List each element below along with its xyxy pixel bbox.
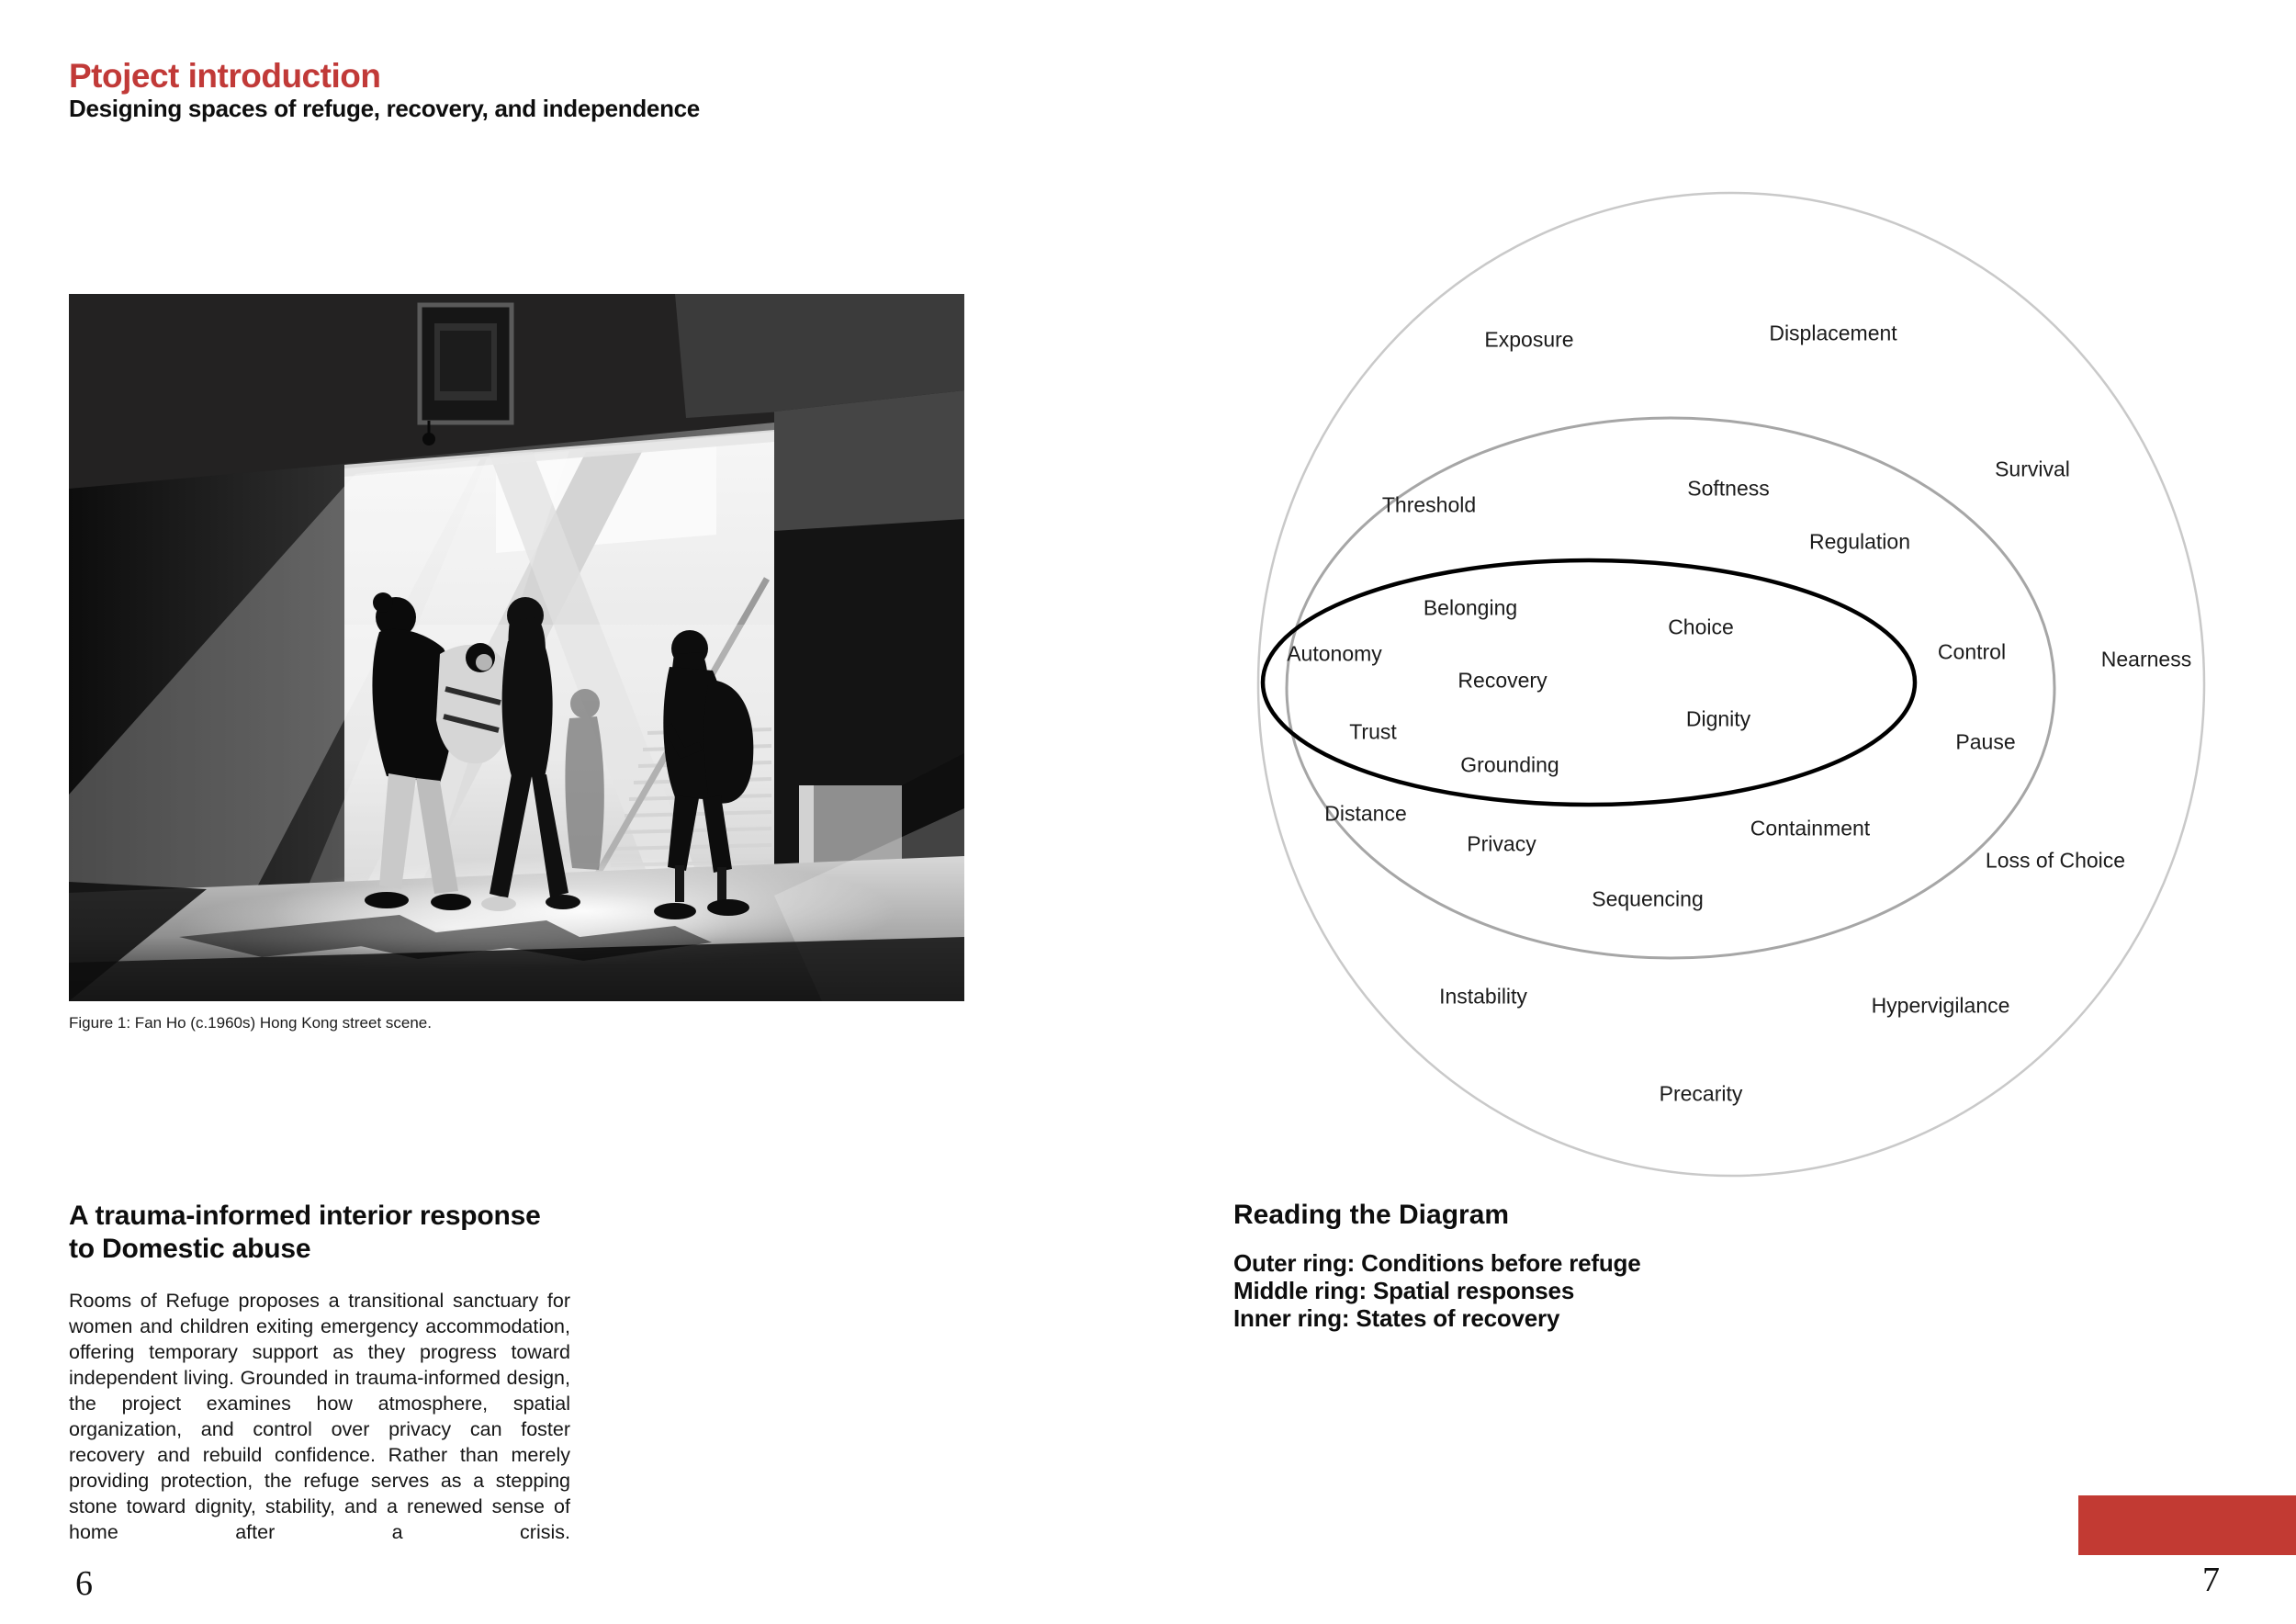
- ring-term-autonomy: Autonomy: [1287, 641, 1382, 666]
- reading-line-inner: Inner ring: States of recovery: [1233, 1304, 1560, 1332]
- ring-term-nearness: Nearness: [2100, 647, 2192, 671]
- accent-bar: [2078, 1495, 2296, 1555]
- ring-term-instability: Instability: [1439, 984, 1527, 1009]
- street-photo-art: [69, 294, 964, 1001]
- reading-legend: [1233, 1249, 1640, 1332]
- ring-term-precarity: Precarity: [1659, 1081, 1743, 1106]
- ring-term-regulation: Regulation: [1809, 529, 1910, 554]
- ring-term-recovery: Recovery: [1458, 668, 1548, 693]
- outer-ring-ellipse: [1258, 193, 2204, 1176]
- ring-term-trust: Trust: [1349, 719, 1397, 744]
- ring-term-survival: Survival: [1995, 457, 2070, 481]
- reading-line-middle: Middle ring: Spatial responses: [1233, 1277, 1575, 1304]
- ring-term-containment: Containment: [1750, 816, 1871, 840]
- ring-term-choice: Choice: [1668, 615, 1734, 639]
- ring-term-privacy: Privacy: [1467, 831, 1536, 856]
- ring-term-exposure: Exposure: [1484, 327, 1574, 352]
- figure-photo: [69, 294, 964, 1001]
- figure-child: [436, 643, 513, 763]
- page-number-left: 6: [75, 1564, 93, 1603]
- ring-term-sequencing: Sequencing: [1592, 886, 1704, 911]
- ring-term-control: Control: [1937, 639, 2007, 664]
- ring-term-hypervigilance: Hypervigilance: [1871, 993, 2010, 1018]
- hanging-lamp: [422, 433, 435, 445]
- ring-term-softness: Softness: [1687, 476, 1770, 501]
- ring-term-threshold: Threshold: [1381, 492, 1477, 517]
- ring-term-displacement: Displacement: [1769, 321, 1897, 345]
- rings-diagram: [1244, 119, 2227, 1194]
- reading-heading: Reading the Diagram: [1233, 1200, 1510, 1230]
- reading-line-outer: Outer ring: Conditions before refuge: [1233, 1249, 1641, 1277]
- page-number-right: 7: [2202, 1561, 2220, 1599]
- ring-term-belonging: Belonging: [1423, 595, 1518, 620]
- ring-term-pause: Pause: [1955, 729, 2016, 754]
- ring-term-distance: Distance: [1324, 801, 1407, 826]
- inner-ring-ellipse: [1263, 560, 1915, 805]
- ring-term-dignity: Dignity: [1685, 706, 1751, 731]
- section-heading-line2: to Domestic abuse: [69, 1234, 311, 1264]
- page-title: Ptoject introduction: [69, 57, 381, 95]
- section-heading-line1: A trauma-informed interior response: [69, 1201, 541, 1231]
- ring-term-loss-of-choice: Loss of Choice: [1985, 848, 2126, 873]
- section-heading: [69, 1200, 541, 1266]
- figure-caption: Figure 1: Fan Ho (c.1960s) Hong Kong street scene.: [69, 1014, 432, 1032]
- page-subtitle: Designing spaces of refuge, recovery, and independence: [69, 95, 700, 122]
- ring-term-grounding: Grounding: [1460, 752, 1559, 777]
- rings-ellipses: [1244, 119, 2227, 1194]
- body-paragraph: Rooms of Refuge proposes a transitional sanctuary for women and children exiting emergency accommodation, offering temporary support as they progress toward independent living. Grounded in trauma-informed design, the project examines how atmosphere, spatial organization, and control over privacy can foster recovery and rebuild confidence. Rather than merely providing protection, the refuge serves as a stepping stone toward dignity, stability, and a renewed sense of home after a crisis.: [69, 1289, 570, 1543]
